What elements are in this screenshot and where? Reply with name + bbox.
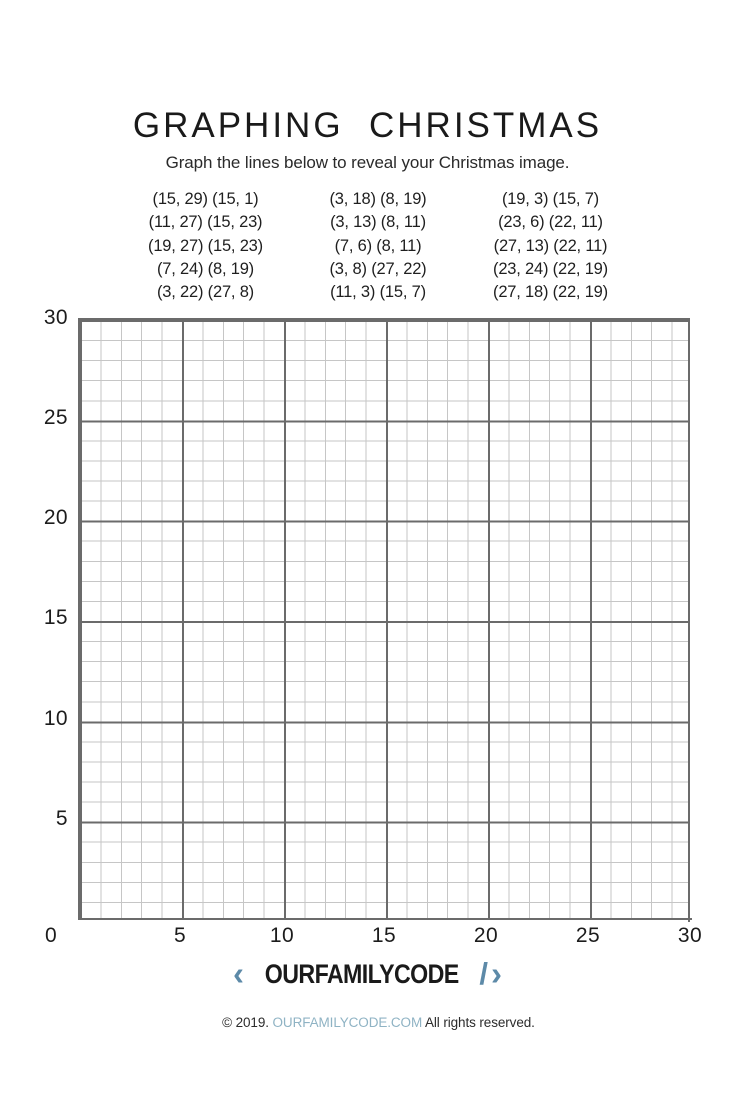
coordinate-row: (3, 18) (8, 19) xyxy=(329,190,427,208)
grid-right-edge xyxy=(688,318,690,922)
page-subtitle: Graph the lines below to reveal your Christmas image. xyxy=(165,153,570,172)
coordinate-column-2 xyxy=(301,188,456,303)
copyright-prefix: © 2019. xyxy=(222,1015,273,1030)
coordinate-row: (19, 3) (15, 7) xyxy=(502,190,599,208)
x-axis-label-25: 25 xyxy=(575,924,601,947)
coordinate-row: (27, 18) (22, 19) xyxy=(493,283,608,302)
y-axis-label-5: 5 xyxy=(55,807,68,830)
x-axis-label-30: 30 xyxy=(677,924,703,947)
copyright-notice xyxy=(0,1000,735,1045)
brand-name: OURFAMILYCODE xyxy=(264,959,459,989)
coordinate-row: (15, 29) (15, 1) xyxy=(152,190,259,208)
x-axis-label-5: 5 xyxy=(173,924,187,947)
axis-origin-label: 0 xyxy=(44,924,58,947)
coordinate-row: (23, 24) (22, 19) xyxy=(493,259,608,278)
coordinate-row: (7, 6) (8, 11) xyxy=(334,236,422,255)
footer xyxy=(0,955,735,1045)
coordinate-row: (3, 13) (8, 11) xyxy=(330,213,426,232)
coordinate-column-1 xyxy=(118,188,293,303)
page-title: GRAPHING CHRISTMAS xyxy=(132,106,603,145)
coordinate-row: (23, 6) (22, 11) xyxy=(498,213,603,232)
coordinate-pairs-block xyxy=(118,188,638,303)
brand-logo xyxy=(232,955,503,992)
chevron-right-icon: › xyxy=(491,955,503,992)
coordinate-column-3 xyxy=(463,188,638,303)
coordinate-row: (7, 24) (8, 19) xyxy=(157,259,254,278)
x-axis-label-15: 15 xyxy=(371,924,397,947)
coordinate-row: (27, 13) (22, 11) xyxy=(493,236,608,255)
copyright-domain: OURFAMILYCODE.COM xyxy=(272,1015,423,1030)
y-axis-label-15: 15 xyxy=(43,606,68,629)
x-axis-label-20: 20 xyxy=(473,924,499,947)
y-axis-label-10: 10 xyxy=(43,707,68,730)
coordinate-row: (3, 22) (27, 8) xyxy=(157,283,254,302)
coordinate-row: (3, 8) (27, 22) xyxy=(329,259,427,278)
coordinate-row: (11, 3) (15, 7) xyxy=(330,283,426,302)
coordinate-row: (19, 27) (15, 23) xyxy=(148,236,263,255)
copyright-suffix: All rights reserved. xyxy=(422,1015,535,1030)
y-axis-label-25: 25 xyxy=(43,406,68,429)
coordinate-grid xyxy=(78,318,690,920)
slash-icon: / xyxy=(479,956,489,991)
y-axis-label-20: 20 xyxy=(43,506,68,529)
grid-bottom-edge xyxy=(78,918,692,920)
coordinate-row: (11, 27) (15, 23) xyxy=(148,213,263,232)
x-axis-label-10: 10 xyxy=(269,924,295,947)
y-axis-label-30: 30 xyxy=(43,306,68,329)
chevron-left-icon: ‹ xyxy=(232,955,244,992)
